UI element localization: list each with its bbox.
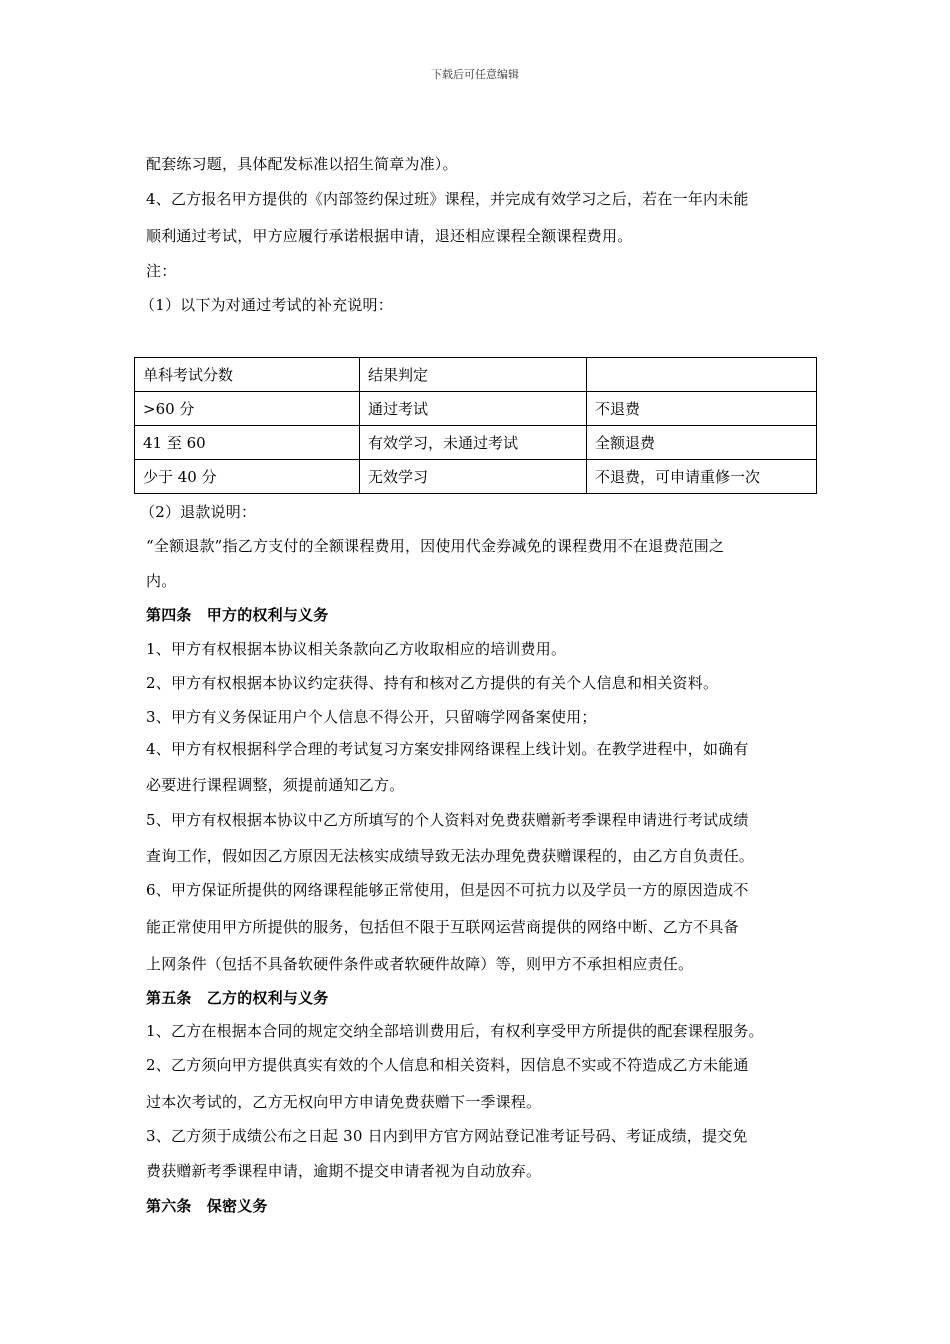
paragraph-line: 查询工作，假如因乙方原因无法核实成绩导致无法办理免费获赠课程的，由乙方自负责任。	[146, 847, 755, 865]
paragraph-line: 1、乙方在根据本合同的规定交纳全部培训费用后，有权利享受甲方所提供的配套课程服务。	[146, 1022, 764, 1040]
paragraph-line: “全额退款”指乙方支付的全额课程费用，因使用代金券减免的课程费用不在退费范围之	[146, 537, 725, 555]
score-table	[134, 357, 817, 494]
paragraph-line: 2、甲方有权根据本协议约定获得、持有和核对乙方提供的有关个人信息和相关资料。	[146, 674, 719, 692]
paragraph-line: 配套练习题，具体配发标准以招生简章为准）。	[146, 155, 458, 173]
table-header-cell	[587, 358, 817, 392]
paragraph-line: 6、甲方保证所提供的网络课程能够正常使用，但是因不可抗力以及学员一方的原因造成不	[146, 881, 749, 899]
paragraph-line: 上网条件（包括不具备软硬件条件或者软硬件故障）等，则甲方不承担相应责任。	[146, 955, 694, 973]
paragraph-line: 1、甲方有权根据本协议相关条款向乙方收取相应的培训费用。	[146, 640, 567, 658]
table-cell: 41 至 60	[135, 426, 360, 460]
refund-label: （2）退款说明：	[140, 503, 257, 521]
table-cell: 不退费，可申请重修一次	[587, 460, 817, 494]
paragraph-line: 内。	[146, 572, 177, 590]
table-cell: >60 分	[135, 392, 360, 426]
paragraph-line: 3、乙方须于成绩公布之日起 30 日内到甲方官方网站登记准考证号码、考证成绩，提交免	[146, 1127, 748, 1145]
article-6-title: 第六条 保密义务	[146, 1197, 268, 1215]
paragraph-line: 5、甲方有权根据本协议中乙方所填写的个人资料对免费获赠新考季课程申请进行考试成绩	[146, 811, 749, 829]
paragraph-line: 3、甲方有义务保证用户个人信息不得公开，只留嗨学网备案使用；	[146, 708, 597, 726]
paragraph-line: 过本次考试的，乙方无权向甲方申请免费获赠下一季课程。	[146, 1093, 542, 1111]
note-label: 注：	[146, 262, 177, 280]
table-cell: 有效学习，未通过考试	[360, 426, 587, 460]
note-item-1: （1）以下为对通过考试的补充说明：	[140, 296, 393, 314]
table-row	[135, 460, 817, 494]
page-header: 下载后可任意编辑	[431, 68, 519, 81]
table-row	[135, 426, 817, 460]
paragraph-line: 顺利通过考试，甲方应履行承诺根据申请，退还相应课程全额课程费用。	[146, 227, 633, 245]
paragraph-line: 费获赠新考季课程申请，逾期不提交申请者视为自动放弃。	[146, 1162, 542, 1180]
table-cell: 无效学习	[360, 460, 587, 494]
table-cell: 少于 40 分	[135, 460, 360, 494]
paragraph-line: 能正常使用甲方所提供的服务，包括但不限于互联网运营商提供的网络中断、乙方不具备	[146, 918, 739, 936]
table-row	[135, 392, 817, 426]
table-header-row	[135, 358, 817, 392]
paragraph-line: 必要进行课程调整，须提前通知乙方。	[146, 776, 405, 794]
table-cell: 全额退费	[587, 426, 817, 460]
table-cell: 通过考试	[360, 392, 587, 426]
table-header-cell: 单科考试分数	[135, 358, 360, 392]
article-4-title: 第四条 甲方的权利与义务	[146, 606, 329, 624]
paragraph-line: 2、乙方须向甲方提供真实有效的个人信息和相关资料，因信息不实或不符造成乙方未能通	[146, 1056, 749, 1074]
article-5-title: 第五条 乙方的权利与义务	[146, 989, 329, 1007]
paragraph-line: 4、乙方报名甲方提供的《内部签约保过班》课程，并完成有效学习之后，若在一年内未能	[146, 190, 749, 208]
table-cell: 不退费	[587, 392, 817, 426]
paragraph-line: 4、甲方有权根据科学合理的考试复习方案安排网络课程上线计划。在教学进程中，如确有	[146, 740, 749, 758]
table-header-cell: 结果判定	[360, 358, 587, 392]
